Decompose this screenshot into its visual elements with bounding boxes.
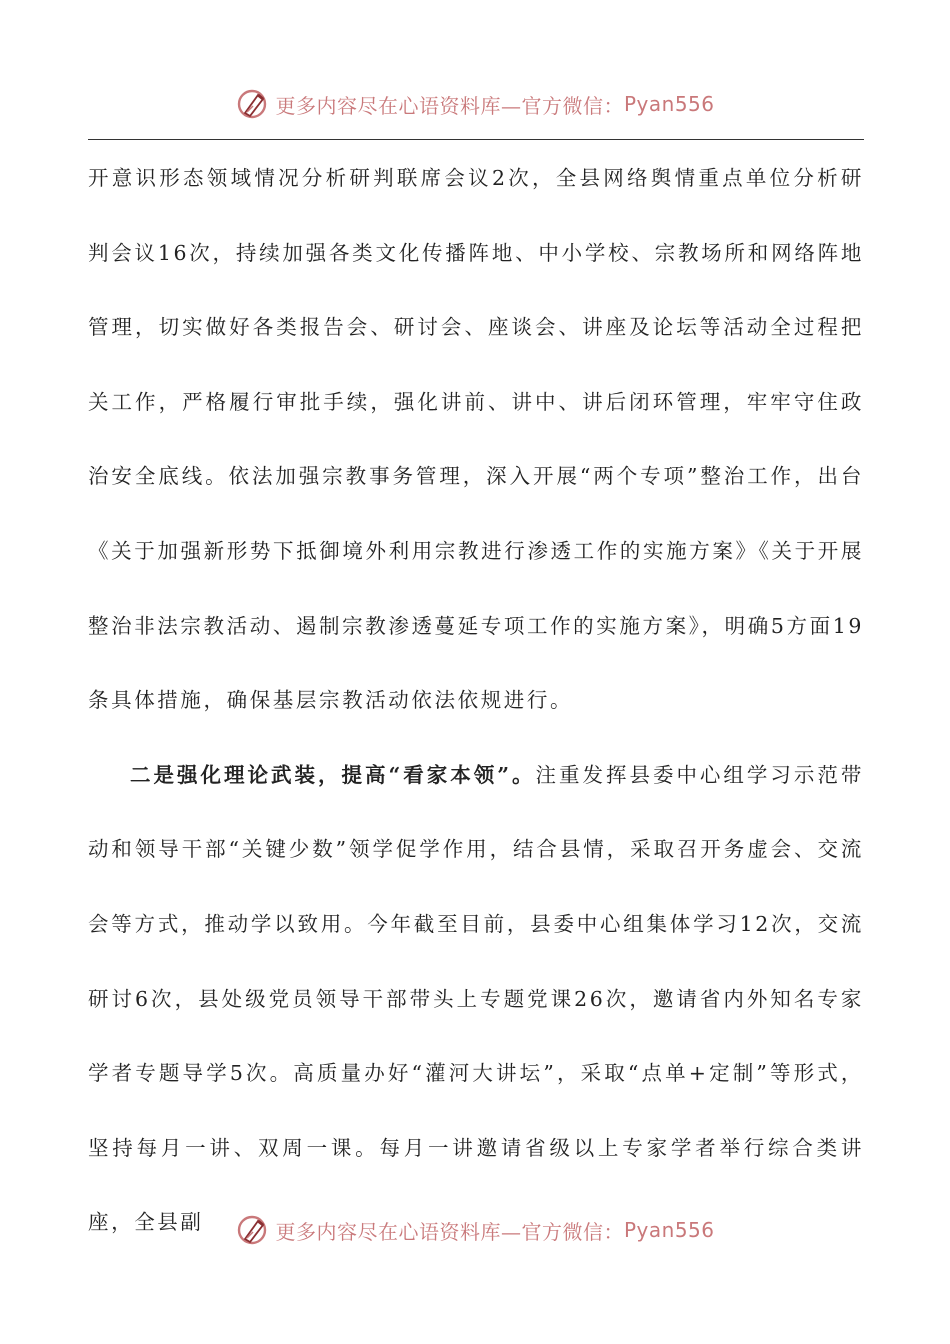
- header-wechat-id: Pyan556: [623, 92, 715, 116]
- footer-text: 更多内容尽在心语资料库—官方微信：: [275, 1219, 624, 1244]
- paragraph-1: [88, 141, 864, 738]
- paragraph-2-text: 注重发挥县委中心组学习示范带动和领导干部“关键少数”领学促学作用，结合县情，采取召开务虚会、交流会等方式，推动学以致用。今年截至目前，县委中心组集体学习12次，交流研讨6次，县处级党员领导干部带头上专题党课26次，邀请省内外知名专家学者专题导学5次。高质量办好“灌河大讲坛”，采取“点单+定制”等形式，坚持每月一讲、双周一课。每月一讲邀请省级以上专家学者举行综合类讲座，全县副: [88, 762, 864, 1235]
- document-body: [88, 141, 864, 1260]
- paragraph-2-lead: 二是强化理论武装，提高“看家本领”。: [130, 762, 536, 787]
- footer-wechat-id: Pyan556: [623, 1218, 715, 1242]
- pen-nib-circle-icon: [235, 1212, 271, 1248]
- paragraph-1-text: 开意识形态领域情况分析研判联席会议2次，全县网络舆情重点单位分析研判会议16次，持续加强各类文化传播阵地、中小学校、宗教场所和网络阵地管理，切实做好各类报告会、研讨会、座谈会、讲座及论坛等活动全过程把关工作，严格履行审批手续，强化讲前、讲中、讲后闭环管理，牢牢守住政治安全底线。依法加强宗教事务管理，深入开展“两个专项”整治工作，出台《关于加强新形势下抵御境外利用宗教进行渗透工作的实施方案》《关于开展整治非法宗教活动、遏制宗教渗透蔓延专项工作的实施方案》，明确5方面19条具体措施，确保基层宗教活动依法依规进行。: [88, 166, 864, 713]
- pen-nib-circle-icon: [235, 86, 271, 122]
- header-divider: [88, 139, 864, 140]
- page-footer-banner: [0, 1208, 950, 1252]
- paragraph-2: [88, 738, 864, 1260]
- page-header-banner: [0, 82, 950, 126]
- header-text: 更多内容尽在心语资料库—官方微信：: [275, 93, 624, 118]
